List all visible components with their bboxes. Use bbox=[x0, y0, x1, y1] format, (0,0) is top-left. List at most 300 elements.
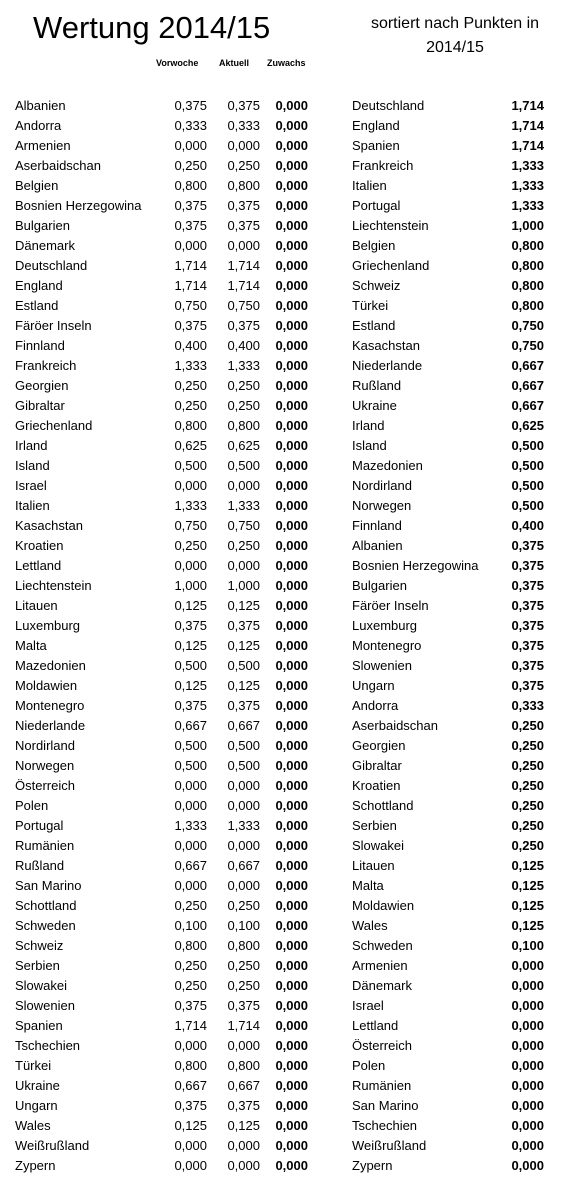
table-row bbox=[0, 96, 572, 116]
previous-week-value: 0,800 bbox=[174, 418, 207, 433]
sorted-points-value: 0,000 bbox=[511, 1118, 544, 1133]
gain-value: 0,000 bbox=[275, 978, 308, 993]
current-value: 0,125 bbox=[227, 678, 260, 693]
table-row bbox=[0, 536, 572, 556]
table-row bbox=[0, 916, 572, 936]
previous-week-value: 0,000 bbox=[174, 1138, 207, 1153]
gain-value: 0,000 bbox=[275, 358, 308, 373]
gain-value: 0,000 bbox=[275, 578, 308, 593]
current-value: 0,667 bbox=[227, 1078, 260, 1093]
sorted-points-value: 0,125 bbox=[511, 858, 544, 873]
gain-value: 0,000 bbox=[275, 98, 308, 113]
previous-week-value: 0,750 bbox=[174, 518, 207, 533]
country-name: Ukraine bbox=[15, 1078, 60, 1093]
country-name: Portugal bbox=[15, 818, 64, 833]
sorted-points-value: 0,250 bbox=[511, 818, 544, 833]
sorted-country-name: Färöer Inseln bbox=[352, 598, 429, 613]
gain-value: 0,000 bbox=[275, 798, 308, 813]
sorted-country-name: Türkei bbox=[352, 298, 389, 313]
gain-value: 0,000 bbox=[275, 238, 308, 253]
sorted-points-value: 0,000 bbox=[511, 1158, 544, 1173]
sorted-country-name: Aserbaidschan bbox=[352, 718, 438, 733]
table-row bbox=[0, 856, 572, 876]
sorted-points-value: 0,400 bbox=[511, 518, 544, 533]
previous-week-value: 0,500 bbox=[174, 738, 207, 753]
table-row bbox=[0, 996, 572, 1016]
sorted-country-name: Slowenien bbox=[352, 658, 412, 673]
country-name: Liechtenstein bbox=[15, 578, 92, 593]
country-name: Bulgarien bbox=[15, 218, 70, 233]
table-row bbox=[0, 436, 572, 456]
previous-week-value: 0,000 bbox=[174, 878, 207, 893]
previous-week-value: 0,667 bbox=[174, 858, 207, 873]
sorted-country-name: Schweden bbox=[352, 938, 413, 953]
country-name: Zypern bbox=[15, 1158, 56, 1173]
previous-week-value: 0,000 bbox=[174, 138, 207, 153]
sorted-points-value: 0,250 bbox=[511, 718, 544, 733]
sorted-country-name: Deutschland bbox=[352, 98, 425, 113]
current-value: 0,375 bbox=[227, 98, 260, 113]
table-row bbox=[0, 696, 572, 716]
current-value: 0,000 bbox=[227, 478, 260, 493]
current-value: 0,000 bbox=[227, 238, 260, 253]
previous-week-value: 0,500 bbox=[174, 658, 207, 673]
previous-week-value: 0,333 bbox=[174, 118, 207, 133]
previous-week-value: 0,375 bbox=[174, 218, 207, 233]
sorted-country-name: Österreich bbox=[352, 1038, 412, 1053]
previous-week-value: 0,250 bbox=[174, 958, 207, 973]
sorted-country-name: Irland bbox=[352, 418, 385, 433]
current-value: 0,333 bbox=[227, 118, 260, 133]
current-value: 1,714 bbox=[227, 278, 260, 293]
sorted-country-name: Schweiz bbox=[352, 278, 401, 293]
previous-week-value: 0,400 bbox=[174, 338, 207, 353]
previous-week-value: 0,375 bbox=[174, 318, 207, 333]
table-row bbox=[0, 836, 572, 856]
table-row bbox=[0, 196, 572, 216]
country-name: Irland bbox=[15, 438, 48, 453]
gain-value: 0,000 bbox=[275, 918, 308, 933]
table-row bbox=[0, 796, 572, 816]
sorted-points-value: 0,000 bbox=[511, 978, 544, 993]
sorted-country-name: Italien bbox=[352, 178, 387, 193]
country-name: Island bbox=[15, 458, 50, 473]
table-row bbox=[0, 136, 572, 156]
sorted-points-value: 0,800 bbox=[511, 278, 544, 293]
gain-value: 0,000 bbox=[275, 318, 308, 333]
country-name: Niederlande bbox=[15, 718, 86, 733]
gain-value: 0,000 bbox=[275, 678, 308, 693]
current-value: 0,375 bbox=[227, 698, 260, 713]
current-value: 0,375 bbox=[227, 1098, 260, 1113]
country-name: Lettland bbox=[15, 558, 62, 573]
previous-week-value: 0,667 bbox=[174, 1078, 207, 1093]
gain-value: 0,000 bbox=[275, 818, 308, 833]
column-header-previous-week: Vorwoche bbox=[156, 58, 199, 68]
sorted-country-name: Finnland bbox=[352, 518, 402, 533]
sorted-points-value: 1,714 bbox=[511, 118, 544, 133]
sorted-points-value: 0,375 bbox=[511, 638, 544, 653]
current-value: 0,250 bbox=[227, 958, 260, 973]
country-name: Slowenien bbox=[15, 998, 75, 1013]
sorted-country-name: Ungarn bbox=[352, 678, 395, 693]
previous-week-value: 0,250 bbox=[174, 538, 207, 553]
gain-value: 0,000 bbox=[275, 1078, 308, 1093]
table-row bbox=[0, 1036, 572, 1056]
country-name: Dänemark bbox=[15, 238, 75, 253]
previous-week-value: 0,667 bbox=[174, 718, 207, 733]
table-row bbox=[0, 956, 572, 976]
country-name: Litauen bbox=[15, 598, 58, 613]
sorted-points-value: 0,375 bbox=[511, 678, 544, 693]
table-row bbox=[0, 1076, 572, 1096]
sorted-points-value: 0,000 bbox=[511, 1018, 544, 1033]
country-name: Andorra bbox=[15, 118, 62, 133]
country-name: Österreich bbox=[15, 778, 75, 793]
country-name: Bosnien Herzegowina bbox=[15, 198, 142, 213]
sorted-points-value: 0,250 bbox=[511, 778, 544, 793]
current-value: 0,250 bbox=[227, 978, 260, 993]
sorted-country-name: Ukraine bbox=[352, 398, 397, 413]
country-name: Wales bbox=[15, 1118, 51, 1133]
gain-value: 0,000 bbox=[275, 218, 308, 233]
gain-value: 0,000 bbox=[275, 838, 308, 853]
sorted-country-name: Gibraltar bbox=[352, 758, 402, 773]
current-value: 0,500 bbox=[227, 758, 260, 773]
sorted-points-value: 0,667 bbox=[511, 398, 544, 413]
sorted-country-name: Zypern bbox=[352, 1158, 393, 1173]
previous-week-value: 0,000 bbox=[174, 798, 207, 813]
gain-value: 0,000 bbox=[275, 858, 308, 873]
country-name: Slowakei bbox=[15, 978, 68, 993]
table-row bbox=[0, 736, 572, 756]
page-title: Wertung 2014/15 bbox=[33, 10, 271, 45]
table-row bbox=[0, 636, 572, 656]
sorted-country-name: Rußland bbox=[352, 378, 402, 393]
table-row bbox=[0, 1056, 572, 1076]
gain-value: 0,000 bbox=[275, 378, 308, 393]
previous-week-value: 1,714 bbox=[174, 258, 207, 273]
sorted-points-value: 0,000 bbox=[511, 998, 544, 1013]
table-row bbox=[0, 516, 572, 536]
sorted-country-name: Lettland bbox=[352, 1018, 399, 1033]
sorted-points-value: 0,125 bbox=[511, 898, 544, 913]
country-name: Georgien bbox=[15, 378, 69, 393]
current-value: 0,000 bbox=[227, 798, 260, 813]
gain-value: 0,000 bbox=[275, 418, 308, 433]
previous-week-value: 0,375 bbox=[174, 618, 207, 633]
sorted-country-name: San Marino bbox=[352, 1098, 419, 1113]
sorted-country-name: Georgien bbox=[352, 738, 406, 753]
previous-week-value: 1,333 bbox=[174, 818, 207, 833]
gain-value: 0,000 bbox=[275, 1058, 308, 1073]
gain-value: 0,000 bbox=[275, 158, 308, 173]
sorted-points-value: 0,500 bbox=[511, 478, 544, 493]
sorted-points-value: 0,375 bbox=[511, 538, 544, 553]
sorted-country-name: Dänemark bbox=[352, 978, 412, 993]
gain-value: 0,000 bbox=[275, 458, 308, 473]
gain-value: 0,000 bbox=[275, 698, 308, 713]
country-name: Rumänien bbox=[15, 838, 75, 853]
gain-value: 0,000 bbox=[275, 1038, 308, 1053]
sorted-country-name: Slowakei bbox=[352, 838, 405, 853]
table-row bbox=[0, 276, 572, 296]
country-name: Estland bbox=[15, 298, 59, 313]
sorted-points-value: 0,375 bbox=[511, 598, 544, 613]
sorted-points-value: 0,625 bbox=[511, 418, 544, 433]
country-name: San Marino bbox=[15, 878, 82, 893]
current-value: 1,333 bbox=[227, 358, 260, 373]
gain-value: 0,000 bbox=[275, 958, 308, 973]
sorted-country-name: Estland bbox=[352, 318, 396, 333]
sorted-points-value: 0,125 bbox=[511, 878, 544, 893]
country-name: Kasachstan bbox=[15, 518, 83, 533]
table-row bbox=[0, 976, 572, 996]
country-name: Gibraltar bbox=[15, 398, 65, 413]
current-value: 0,500 bbox=[227, 458, 260, 473]
sorted-points-value: 0,000 bbox=[511, 1098, 544, 1113]
country-name: Belgien bbox=[15, 178, 59, 193]
country-name: Malta bbox=[15, 638, 47, 653]
country-name: Weißrußland bbox=[15, 1138, 90, 1153]
sorted-points-value: 0,333 bbox=[511, 698, 544, 713]
sorted-country-name: Nordirland bbox=[352, 478, 412, 493]
sorted-points-value: 0,000 bbox=[511, 1138, 544, 1153]
country-name: Nordirland bbox=[15, 738, 75, 753]
current-value: 0,250 bbox=[227, 398, 260, 413]
column-header-gain: Zuwachs bbox=[267, 58, 306, 68]
current-value: 0,000 bbox=[227, 778, 260, 793]
country-name: Schweiz bbox=[15, 938, 64, 953]
sorted-country-name: Frankreich bbox=[352, 158, 414, 173]
country-name: Rußland bbox=[15, 858, 65, 873]
gain-value: 0,000 bbox=[275, 398, 308, 413]
current-value: 0,100 bbox=[227, 918, 260, 933]
sorted-points-value: 1,714 bbox=[511, 138, 544, 153]
sorted-country-name: Belgien bbox=[352, 238, 396, 253]
previous-week-value: 1,333 bbox=[174, 358, 207, 373]
sorted-points-value: 0,667 bbox=[511, 358, 544, 373]
previous-week-value: 0,000 bbox=[174, 558, 207, 573]
table-row bbox=[0, 156, 572, 176]
table-row bbox=[0, 576, 572, 596]
table-row bbox=[0, 456, 572, 476]
gain-value: 0,000 bbox=[275, 558, 308, 573]
sorted-country-name: Norwegen bbox=[352, 498, 412, 513]
sorted-points-value: 0,000 bbox=[511, 1058, 544, 1073]
sorted-points-value: 0,500 bbox=[511, 438, 544, 453]
table-row bbox=[0, 416, 572, 436]
current-value: 1,333 bbox=[227, 818, 260, 833]
previous-week-value: 0,800 bbox=[174, 1058, 207, 1073]
sorted-country-name: England bbox=[352, 118, 400, 133]
sorted-country-name: Schottland bbox=[352, 798, 414, 813]
country-name: Färöer Inseln bbox=[15, 318, 92, 333]
previous-week-value: 1,000 bbox=[174, 578, 207, 593]
sorted-country-name: Armenien bbox=[352, 958, 408, 973]
gain-value: 0,000 bbox=[275, 898, 308, 913]
sorted-country-name: Bulgarien bbox=[352, 578, 407, 593]
previous-week-value: 0,125 bbox=[174, 638, 207, 653]
sorted-points-value: 0,250 bbox=[511, 758, 544, 773]
previous-week-value: 0,000 bbox=[174, 478, 207, 493]
sorted-points-value: 0,800 bbox=[511, 298, 544, 313]
sorted-points-value: 0,375 bbox=[511, 618, 544, 633]
sorted-country-name: Montenegro bbox=[352, 638, 422, 653]
table-row bbox=[0, 356, 572, 376]
gain-value: 0,000 bbox=[275, 1098, 308, 1113]
current-value: 0,375 bbox=[227, 218, 260, 233]
sorted-points-value: 0,250 bbox=[511, 838, 544, 853]
gain-value: 0,000 bbox=[275, 278, 308, 293]
gain-value: 0,000 bbox=[275, 598, 308, 613]
gain-value: 0,000 bbox=[275, 478, 308, 493]
current-value: 0,667 bbox=[227, 858, 260, 873]
current-value: 0,000 bbox=[227, 1038, 260, 1053]
gain-value: 0,000 bbox=[275, 1018, 308, 1033]
sorted-points-value: 0,000 bbox=[511, 958, 544, 973]
table-row bbox=[0, 1016, 572, 1036]
gain-value: 0,000 bbox=[275, 658, 308, 673]
current-value: 0,375 bbox=[227, 318, 260, 333]
sorted-country-name: Portugal bbox=[352, 198, 401, 213]
gain-value: 0,000 bbox=[275, 338, 308, 353]
previous-week-value: 0,500 bbox=[174, 458, 207, 473]
table-row bbox=[0, 316, 572, 336]
country-name: Deutschland bbox=[15, 258, 88, 273]
table-row bbox=[0, 256, 572, 276]
current-value: 0,000 bbox=[227, 838, 260, 853]
table-row bbox=[0, 216, 572, 236]
current-value: 0,375 bbox=[227, 998, 260, 1013]
sorted-country-name: Polen bbox=[352, 1058, 386, 1073]
previous-week-value: 0,250 bbox=[174, 898, 207, 913]
table-row bbox=[0, 1136, 572, 1156]
previous-week-value: 1,714 bbox=[174, 278, 207, 293]
table-row bbox=[0, 556, 572, 576]
sorted-points-value: 0,000 bbox=[511, 1038, 544, 1053]
current-value: 0,625 bbox=[227, 438, 260, 453]
sorted-country-name: Mazedonien bbox=[352, 458, 423, 473]
sorted-country-name: Niederlande bbox=[352, 358, 423, 373]
sorted-points-value: 0,667 bbox=[511, 378, 544, 393]
sorted-country-name: Andorra bbox=[352, 698, 399, 713]
sorted-points-value: 1,333 bbox=[511, 178, 544, 193]
gain-value: 0,000 bbox=[275, 118, 308, 133]
sorted-points-value: 0,000 bbox=[511, 1078, 544, 1093]
previous-week-value: 0,375 bbox=[174, 98, 207, 113]
previous-week-value: 0,000 bbox=[174, 838, 207, 853]
current-value: 0,500 bbox=[227, 658, 260, 673]
table-row bbox=[0, 676, 572, 696]
table-row bbox=[0, 1096, 572, 1116]
table-row bbox=[0, 716, 572, 736]
sorted-points-value: 1,333 bbox=[511, 198, 544, 213]
current-value: 1,333 bbox=[227, 498, 260, 513]
sorted-country-name: Weißrußland bbox=[352, 1138, 427, 1153]
previous-week-value: 0,125 bbox=[174, 598, 207, 613]
table-row bbox=[0, 396, 572, 416]
previous-week-value: 0,125 bbox=[174, 1118, 207, 1133]
country-name: Schweden bbox=[15, 918, 76, 933]
sorted-points-value: 0,100 bbox=[511, 938, 544, 953]
sorted-country-name: Malta bbox=[352, 878, 384, 893]
table-row bbox=[0, 896, 572, 916]
current-value: 0,000 bbox=[227, 558, 260, 573]
table-row bbox=[0, 336, 572, 356]
country-name: Griechenland bbox=[15, 418, 93, 433]
table-row bbox=[0, 376, 572, 396]
country-name: Schottland bbox=[15, 898, 77, 913]
current-value: 0,667 bbox=[227, 718, 260, 733]
sorted-country-name: Serbien bbox=[352, 818, 397, 833]
gain-value: 0,000 bbox=[275, 298, 308, 313]
sorted-points-value: 1,000 bbox=[511, 218, 544, 233]
sorted-country-name: Bosnien Herzegowina bbox=[352, 558, 479, 573]
sorted-country-name: Tschechien bbox=[352, 1118, 418, 1133]
sorted-points-value: 0,800 bbox=[511, 238, 544, 253]
table-row bbox=[0, 496, 572, 516]
sorted-country-name: Liechtenstein bbox=[352, 218, 429, 233]
sorted-points-value: 0,375 bbox=[511, 658, 544, 673]
current-value: 1,000 bbox=[227, 578, 260, 593]
country-name: Italien bbox=[15, 498, 50, 513]
gain-value: 0,000 bbox=[275, 198, 308, 213]
country-name: Ungarn bbox=[15, 1098, 58, 1113]
current-value: 0,500 bbox=[227, 738, 260, 753]
previous-week-value: 0,000 bbox=[174, 778, 207, 793]
country-name: Luxemburg bbox=[15, 618, 81, 633]
gain-value: 0,000 bbox=[275, 498, 308, 513]
previous-week-value: 0,375 bbox=[174, 1098, 207, 1113]
sorted-country-name: Kroatien bbox=[352, 778, 401, 793]
sort-note: sortiert nach Punkten in 2014/15 bbox=[370, 15, 540, 56]
country-name: Finnland bbox=[15, 338, 65, 353]
sorted-points-value: 0,750 bbox=[511, 338, 544, 353]
table-row bbox=[0, 936, 572, 956]
table-row bbox=[0, 776, 572, 796]
sorted-points-value: 0,800 bbox=[511, 258, 544, 273]
gain-value: 0,000 bbox=[275, 638, 308, 653]
table-row bbox=[0, 596, 572, 616]
previous-week-value: 0,125 bbox=[174, 678, 207, 693]
table-row bbox=[0, 1156, 572, 1176]
gain-value: 0,000 bbox=[275, 778, 308, 793]
sorted-country-name: Island bbox=[352, 438, 387, 453]
previous-week-value: 0,500 bbox=[174, 758, 207, 773]
current-value: 0,125 bbox=[227, 598, 260, 613]
previous-week-value: 0,800 bbox=[174, 178, 207, 193]
country-name: Türkei bbox=[15, 1058, 52, 1073]
sorted-points-value: 0,375 bbox=[511, 578, 544, 593]
gain-value: 0,000 bbox=[275, 1158, 308, 1173]
previous-week-value: 1,714 bbox=[174, 1018, 207, 1033]
table-row bbox=[0, 476, 572, 496]
gain-value: 0,000 bbox=[275, 758, 308, 773]
previous-week-value: 0,000 bbox=[174, 1158, 207, 1173]
previous-week-value: 0,000 bbox=[174, 238, 207, 253]
current-value: 0,000 bbox=[227, 138, 260, 153]
sorted-points-value: 0,750 bbox=[511, 318, 544, 333]
country-name: Mazedonien bbox=[15, 658, 86, 673]
previous-week-value: 0,375 bbox=[174, 698, 207, 713]
country-name: Frankreich bbox=[15, 358, 77, 373]
country-name: Kroatien bbox=[15, 538, 64, 553]
current-value: 0,800 bbox=[227, 178, 260, 193]
current-value: 0,750 bbox=[227, 298, 260, 313]
table-row bbox=[0, 176, 572, 196]
gain-value: 0,000 bbox=[275, 1118, 308, 1133]
